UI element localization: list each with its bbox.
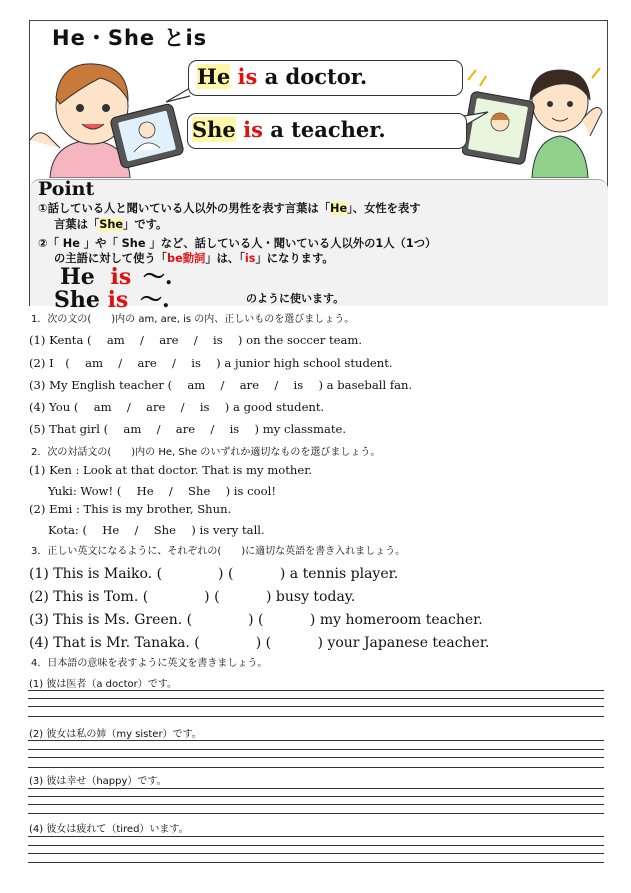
writing-line [28,698,604,699]
bubble1-subject: He [197,64,231,89]
section2-line: Yuki: Wow! ( He / She ) is cool! [48,484,276,498]
writing-line [28,788,604,789]
page-title: He・She とis [52,26,208,50]
writing-line [28,690,604,691]
point-text: 言葉は「 [54,218,100,231]
writing-line [28,757,604,758]
example-tail: 〜. [139,287,170,313]
point-line-2 [54,216,167,232]
example-subject: She [54,287,100,313]
point-text: 」は、「 [205,252,245,265]
point-text: 」です。 [123,218,168,231]
bubble2-verb: is [243,117,263,142]
bubble1-verb: is [237,64,258,89]
writing-line [28,804,604,805]
writing-line [28,749,604,750]
section1-question: (3) My English teacher ( am / are / is ) a baseball fan. [29,378,413,392]
writing-line [28,767,604,768]
writing-line [28,706,604,707]
section4-heading: 4．日本語の意味を表すように英文を書きましょう。 [31,658,268,669]
boy-with-tablet-illustration [30,48,190,178]
section3-question: (4) That is Mr. Tanaka. ( ) ( ) your Japanese teacher. [29,635,490,651]
point-is: is [244,252,256,265]
speech-bubble-she [187,113,467,149]
section2-line: (1) Ken : Look at that doctor. That is my mother. [29,463,313,477]
section3-question: (3) This is Ms. Green. ( ) ( ) my homeroom teacher. [29,612,483,628]
example-verb: is [110,264,132,290]
point-text: 」、女性を表す [347,202,421,215]
writing-line [28,836,604,837]
section4-question: (3) 彼は幸せ（happy）です。 [29,776,167,787]
point-line-3: ②「 He 」や「 She 」など、話している人・聞いている人以外の1人（1つ） [38,237,437,250]
section2-line: Kota: ( He / She ) is very tall. [48,523,265,537]
writing-line [28,862,604,863]
section3-heading: 3．正しい英文になるように、それぞれの( )に適切な英語を書き入れましょう。 [31,546,406,557]
section1-question: (1) Kenta ( am / are / is ) on the soccer team. [29,333,363,347]
writing-line [28,796,604,797]
section2-line: (2) Emi : This is my brother, Shun. [29,502,232,516]
writing-line [28,845,604,846]
writing-line [28,853,604,854]
example-subject: He [60,264,95,290]
example-verb: is [107,287,129,313]
section1-question: (5) That girl ( am / are / is ) my classmate. [29,422,347,436]
writing-line [28,813,604,814]
section3-question: (1) This is Maiko. ( ) ( ) a tennis player. [29,566,399,582]
point-line-1 [38,200,421,216]
point-she: She [99,218,124,231]
bubble1-rest: a doctor. [264,64,368,89]
speech-bubble-he [188,60,463,96]
section1-question: (2) I ( am / are / is ) a junior high school student. [29,356,393,370]
example-tail: 〜. [142,264,173,290]
point-he: He [330,202,348,215]
section1-question: (4) You ( am / are / is ) a good student. [29,400,325,414]
point-text: 」になります。 [255,252,334,265]
writing-line [28,716,604,717]
writing-line [28,740,604,741]
section1-heading: 1．次の文の( )内の am, are, is の内、正しいものを選びましょう。 [31,314,355,325]
usage-note: のように使います。 [246,292,345,305]
section2-heading: 2．次の対話文の( )内の He, She のいずれか適切なものを選びましょう。 [31,447,381,458]
section4-question: (4) 彼女は疲れて（tired）います。 [29,824,189,835]
section3-question: (2) This is Tom. ( ) ( ) busy today. [29,589,356,605]
point-title: Point [38,178,95,200]
point-be-verb: be動詞 [166,252,206,265]
section4-question: (2) 彼女は私の姉（my sister）です。 [29,729,202,740]
bubble2-subject: She [192,117,236,142]
point-text: の主語に対して使う「 [54,252,167,265]
point-text: ①話している人と聞いている人以外の男性を表す言葉は「 [38,202,330,215]
section4-question: (1) 彼は医者（a doctor）です。 [29,679,177,690]
bubble2-rest: a teacher. [270,117,386,142]
